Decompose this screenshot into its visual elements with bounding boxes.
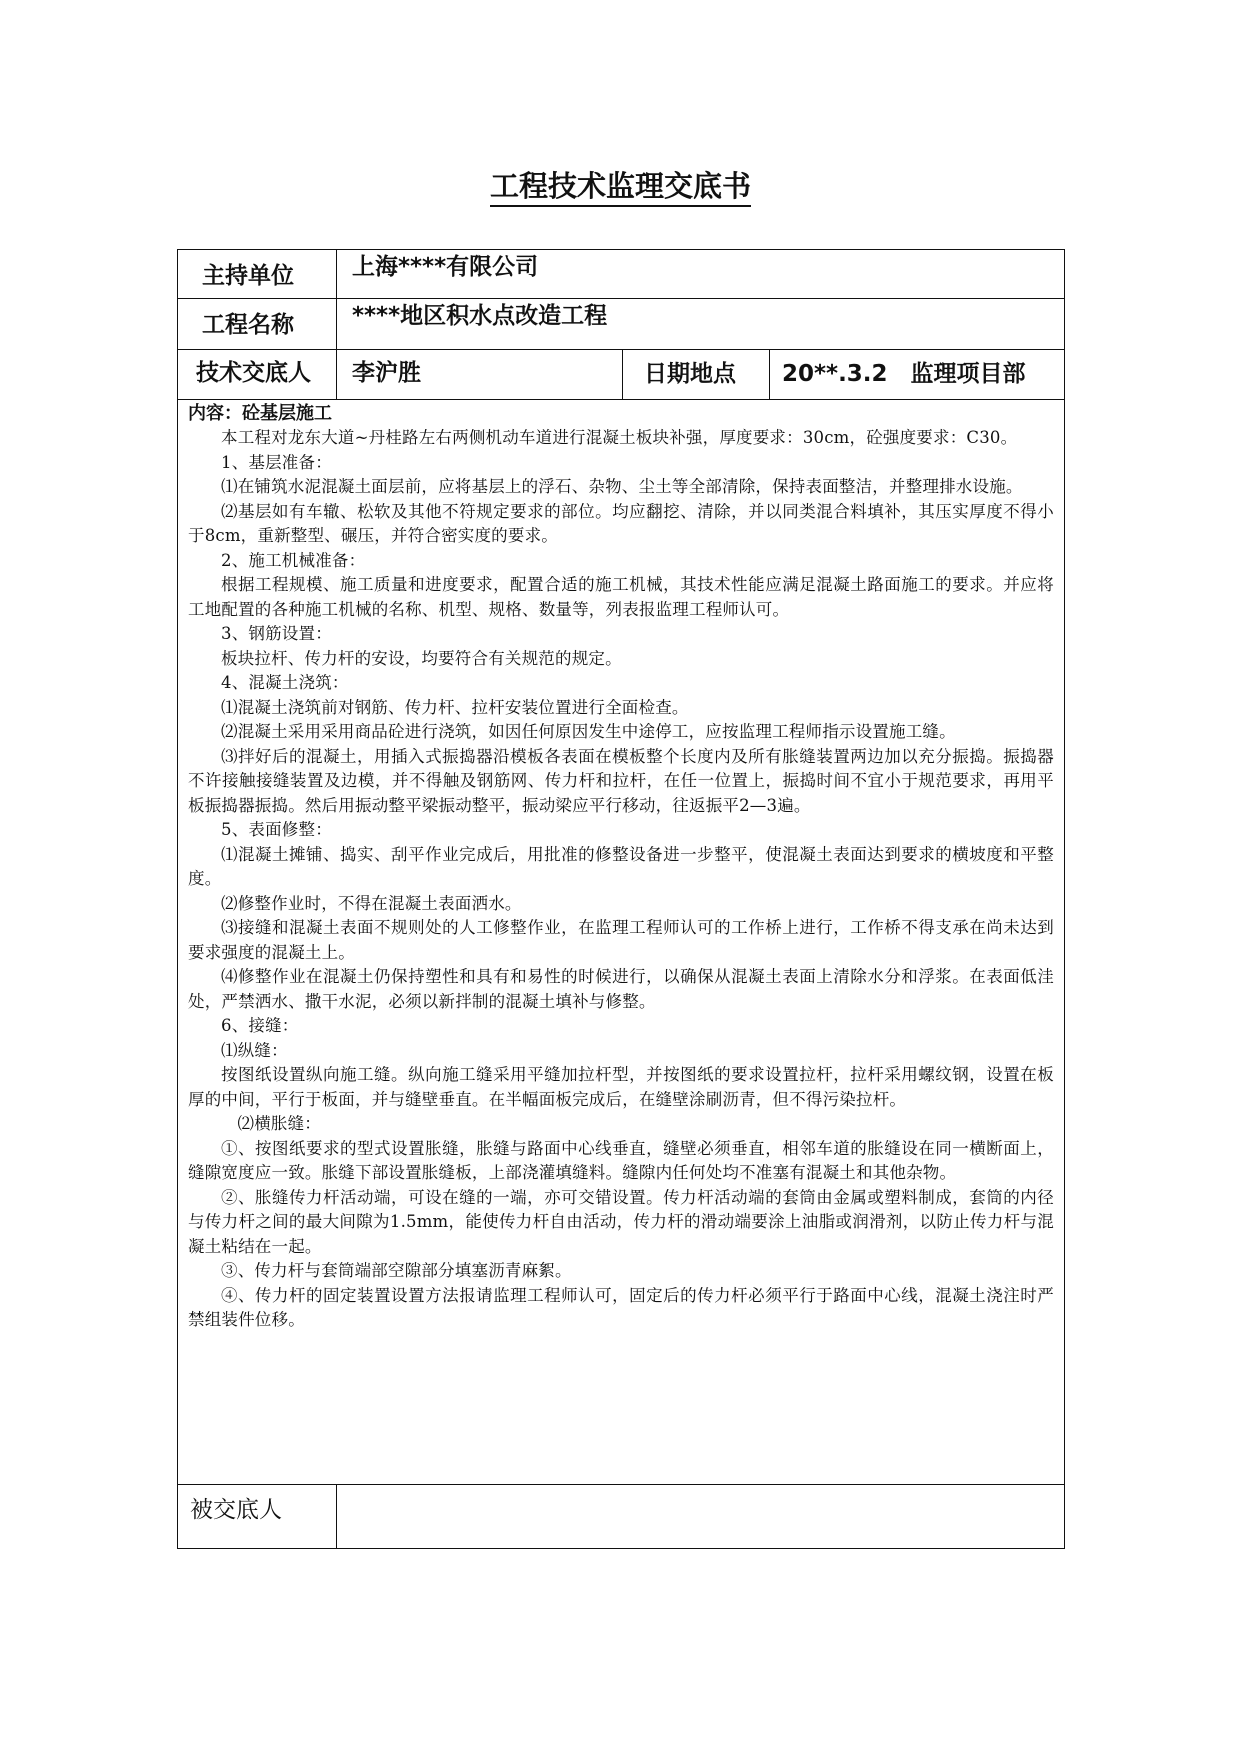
content-paragraph: 板块拉杆、传力杆的安设，均要符合有关规范的规定。 bbox=[221, 648, 622, 668]
presenter-label: 技术交底人 bbox=[196, 360, 311, 386]
column-divider bbox=[336, 250, 337, 399]
row-divider bbox=[178, 298, 1064, 299]
content-paragraph: ④、传力杆的固定装置设置方法报请监理工程师认可，固定后的传力杆必须平行于路面中心线，混凝土浇注时严禁组装件位移。 bbox=[188, 1285, 1054, 1329]
content-paragraph: ⑶接缝和混凝土表面不规则处的人工修整作业，在监理工程师认可的工作桥上进行，工作桥不得支承在尚未达到要求强度的混凝土上。 bbox=[188, 918, 1054, 962]
row-divider bbox=[178, 349, 1064, 350]
content-paragraph: ①、按图纸要求的型式设置胀缝，胀缝与路面中心线垂直，缝壁必须垂直，相邻车道的胀缝设在同一横断面上，缝隙宽度应一致。胀缝下部设置胀缝板，上部浇灌填缝料。缝隙内任何处均不准塞有混凝土和其他杂物。 bbox=[188, 1138, 1054, 1182]
content-heading: 内容：砼基层施工 bbox=[188, 403, 332, 424]
content-paragraph: ②、胀缝传力杆活动端，可设在缝的一端，亦可交错设置。传力杆活动端的套筒由金属或塑料制成，套筒的内径与传力杆之间的最大间隙为1.5mm，能使传力杆自由活动，传力杆的滑动端要涂上油脂或润滑剂，以防止传力杆与混凝土粘结在一起。 bbox=[188, 1187, 1054, 1256]
content-paragraph: ③、传力杆与套筒端部空隙部分填塞沥青麻絮。 bbox=[221, 1261, 572, 1280]
content-paragraph: ⑶拌好后的混凝土，用插入式振捣器沿模板各表面在模板整个长度内及所有胀缝装置两边加以充分振捣。振捣器不许接触接缝装置及边模，并不得触及钢筋网、传力杆和拉杆，在任一位置上，振捣时间不宜小于规范要求，再用平板振捣器振捣。然后用振动整平梁振动整平，振动梁应平行移动，往返振平2—3遍。 bbox=[188, 746, 1054, 815]
section-heading: 1、基层准备： bbox=[221, 452, 332, 472]
column-divider bbox=[336, 1484, 337, 1548]
document-title-text: 工程技术监理交底书 bbox=[490, 169, 751, 207]
column-divider bbox=[622, 349, 623, 399]
content-paragraph: 本工程对龙东大道~丹桂路左右两侧机动车道进行混凝土板块补强，厚度要求：30cm，砼强度要求：C30。 bbox=[221, 428, 1018, 447]
content-paragraph: ⑵修整作业时，不得在混凝土表面洒水。 bbox=[221, 893, 522, 913]
content-paragraph: ⑵混凝土采用采用商品砼进行浇筑，如因任何原因发生中途停工，应按监理工程师指示设置施工缝。 bbox=[221, 722, 956, 741]
section-heading: 4、混凝土浇筑： bbox=[221, 673, 349, 692]
project-name-label: 工程名称 bbox=[202, 312, 294, 338]
content-paragraph: ⑵基层如有车辙、松软及其他不符规定要求的部位。均应翻挖、清除，并以同类混合料填补，其压实厚度不得小于8cm，重新整型、碾压，并符合密实度的要求。 bbox=[188, 501, 1054, 545]
document-title bbox=[0, 166, 1241, 206]
subsection-heading: ⑵横胀缝： bbox=[237, 1114, 321, 1133]
section-heading: 5、表面修整： bbox=[221, 820, 332, 839]
content-paragraph: ⑴混凝土摊铺、捣实、刮平作业完成后，用批准的修整设备进一步整平，使混凝土表面达到要求的横坡度和平整度。 bbox=[188, 844, 1054, 888]
section-heading: 2、施工机械准备： bbox=[221, 550, 366, 570]
section-heading: 6、接缝： bbox=[221, 1016, 299, 1035]
content-paragraph: 根据工程规模、施工质量和进度要求，配置合适的施工机械，其技术性能应满足混凝土路面施工的要求。并应将工地配置的各种施工机械的名称、机型、规格、数量等，列表报监理工程师认可。 bbox=[188, 575, 1054, 619]
row-divider bbox=[178, 1484, 1064, 1485]
briefing-table bbox=[177, 249, 1065, 1549]
subsection-heading: ⑴纵缝： bbox=[221, 1040, 288, 1060]
section-heading: 3、钢筋设置： bbox=[221, 624, 332, 643]
row-divider bbox=[178, 399, 1064, 400]
content-section bbox=[188, 402, 1054, 1333]
column-divider bbox=[769, 349, 770, 399]
content-paragraph: ⑷修整作业在混凝土仍保持塑性和具有和易性的时候进行，以确保从混凝土表面上清除水分和浮浆。在表面低洼处，严禁洒水、撒干水泥，必须以新拌制的混凝土填补与修整。 bbox=[188, 967, 1054, 1011]
date-place-value: 20**.3.2 监理项目部 bbox=[782, 361, 1026, 387]
date-place-label: 日期地点 bbox=[644, 361, 736, 387]
recipient-label: 被交底人 bbox=[190, 1497, 282, 1523]
content-paragraph: 按图纸设置纵向施工缝。纵向施工缝采用平缝加拉杆型，并按图纸的要求设置拉杆，拉杆采用螺纹钢，设置在板厚的中间，平行于板面，并与缝壁垂直。在半幅面板完成后，在缝壁涂刷沥青，但不得污染拉杆。 bbox=[188, 1065, 1054, 1109]
project-name-value: ****地区积水点改造工程 bbox=[352, 303, 608, 329]
host-unit-value: 上海****有限公司 bbox=[352, 254, 539, 280]
presenter-value: 李沪胜 bbox=[352, 360, 421, 386]
content-paragraph: ⑴在铺筑水泥混凝土面层前，应将基层上的浮石、杂物、尘土等全部清除，保持表面整洁，并整理排水设施。 bbox=[221, 477, 1023, 496]
content-paragraph: ⑴混凝土浇筑前对钢筋、传力杆、拉杆安装位置进行全面检查。 bbox=[221, 697, 689, 717]
host-unit-label: 主持单位 bbox=[202, 263, 294, 289]
